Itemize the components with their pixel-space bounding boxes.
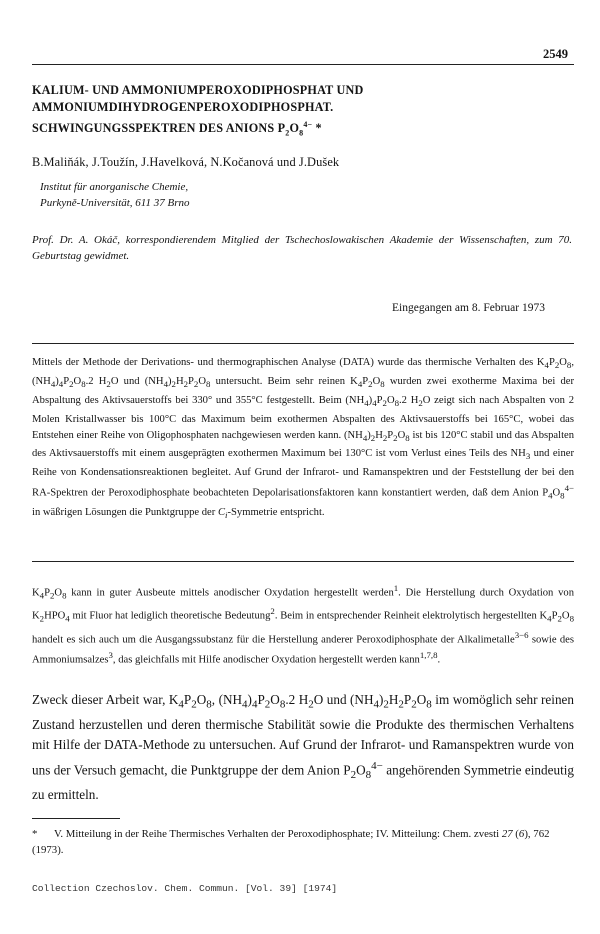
introduction-paragraph: $K_4P_2O_8$ kann in guter Ausbeute mittels anodischer Oxydation hergestellt werden$^1$. Die Herstellung durch Oxydation von $K_2HPO_4$ mit Fluor hat lediglich theoretische Bedeutung$^2$. Beim in entsprechender Reinheit elektrolytisch hergestellten $K_4P_2O_8$ handelt es sich auch um die Ausgangssubstanz für die Herstellung anderer Peroxodiphosphate der Alkalimetalle$^{3-6}$ sowie des Ammoniumsalzes$^3$, das gleichfalls mit Hilfe anodischer Oxydation hergestellt werden kann$^{1,7,8}$. xyxy=(32,583,574,666)
footnote-rule xyxy=(32,818,120,819)
author-list: B.Maliňák, J.Toužín, J.Havelková, N.Kočanová und J.Dušek xyxy=(32,155,340,169)
page-number: 2549 xyxy=(543,47,568,61)
abstract-bottom-rule xyxy=(32,561,574,562)
dedication: Prof. Dr. A. Okáč, korrespondierendem Mitglied der Tschechoslowakischen Akademie der Wissenschaften, zum 70. Geburtstag gewidmet. xyxy=(32,234,572,262)
affiliation-line-1: Institut für anorganische Chemie, xyxy=(40,181,189,193)
header-rule xyxy=(32,64,574,65)
affiliation-line-2: Purkyně-Universität, 611 37 Brno xyxy=(40,197,190,209)
journal-footer: Collection Czechoslov. Chem. Commun. [Vol. 39] [1974] xyxy=(32,883,338,894)
affiliation xyxy=(40,179,190,211)
aim-paragraph: Zweck dieser Arbeit war, $K_4P_2O_8$, $(NH_4)_4P_2O_8.2$ $H_2O$ und $(NH_4)_2H_2P_2O_8$ im womöglich sehr reinen Zustand herzustellen und deren thermische Stabilität sowie die Produkte des thermischen Verhaltens mit Hilfe der DATA-Methode zu untersuchen. Auf Grund der Infrarot- und Ramanspektren wurde von uns der Versuch gemacht, die Punktgruppe der dem Anion $P_2O_8^{4-}$ angehörenden Symmetrie eindeutig zu ermitteln. xyxy=(32,692,574,803)
abstract: Mittels der Methode der Derivations- und thermographischen Analyse (DATA) wurde das thermische Verhalten des $K_4P_2O_8$, $(NH_4)_4P_2O_8.2$ $H_2O$ und $(NH_4)_2H_2P_2O_8$ untersucht. Beim sehr reinen $K_4P_2O_8$ wurden zwei exotherme Maxima bei der Abspaltung des Aktivsauerstoffs bei 330° und 355°C festgestellt. Beim $(NH_4)_4P_2O_8.2$ $H_2O$ zeigt sich nach Abspalten von 2 Molen Kristallwasser bis 100°C das Maximum beim exothermen Abspalten des Aktivsauerstoffs bei 165°C, wobei das Entstehen einer Reihe von Oligophosphaten nachgewiesen werden kann. $(NH_4)_2H_2P_2O_8$ ist bis 120°C stabil und das Abspalten des Aktivsauerstoffs mit einem ausgeprägten exothermen Maximum bei 130°C ist vom Verlust eines Teils des $NH_3$ und einer Reihe von Kondensationsreaktionen begleitet. Auf Grund der Infrarot- und Ramanspektren und der Feststellung der bei den RA-Spektren der Peroxodiphosphate beobachteten Depolarisationsfaktoren kann konstantiert werden, daß dem Anion $P_4O_8^{4-}$ in wäßrigen Lösungen die Punktgruppe der $C_i$-Symmetrie entspricht. xyxy=(32,357,575,520)
paper-title xyxy=(32,82,572,142)
title-line-3: SCHWINGUNGSSPEKTREN DES ANIONS $P_2O_8^{4-}$ * xyxy=(32,120,322,138)
received-date: Eingegangen am 8. Februar 1973 xyxy=(392,302,545,314)
footnote-mark: * xyxy=(32,828,38,840)
title-line-2: AMMONIUMDIHYDROGENPEROXODIPHOSPHAT. xyxy=(32,100,334,114)
title-line-1: KALIUM- UND AMMONIUMPEROXODIPHOSPHAT UND xyxy=(32,83,364,97)
abstract-top-rule xyxy=(32,343,574,344)
footnote: * V. Mitteilung in der Reihe Thermisches Verhalten der Peroxodiphosphate; IV. Mitteilung: Chem. zvesti 27 (6), 762 (1973). xyxy=(32,828,550,856)
